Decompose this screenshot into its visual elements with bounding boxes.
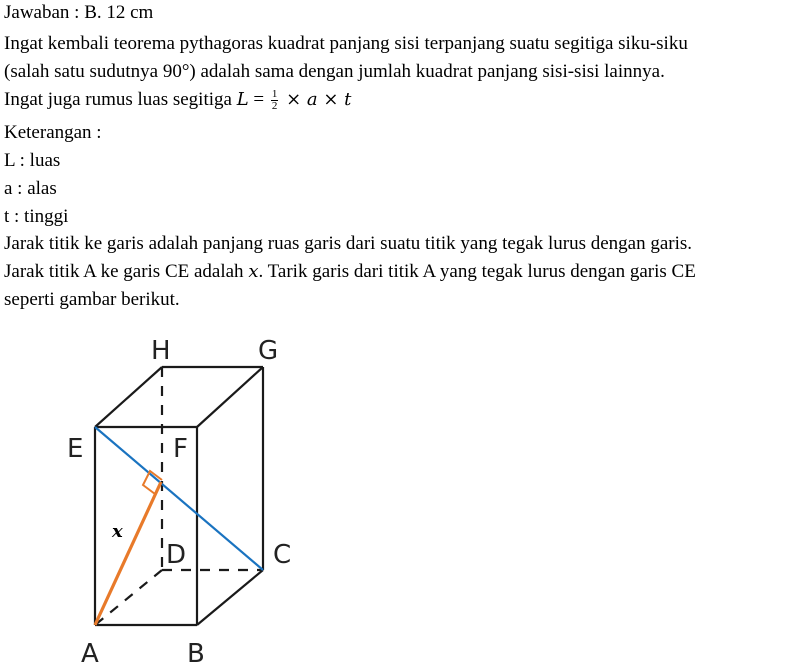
formula-intro: Ingat juga rumus luas segitiga <box>4 89 237 110</box>
paragraph-1-line-1: Ingat kembali teorema pythagoras kuadrat panjang sisi terpanjang suatu segitiga siku-siku <box>4 33 688 54</box>
formula-line <box>4 89 351 112</box>
formula-L: L <box>236 89 249 110</box>
fraction-denominator: 2 <box>271 100 278 113</box>
formula-fraction <box>271 89 279 112</box>
label-F: F <box>173 434 188 464</box>
cuboid-figure <box>55 325 315 669</box>
p3-part-b: . Tarik garis dari titik A yang tegak lurus dengan garis CE <box>258 261 696 282</box>
label-E: E <box>67 434 84 464</box>
formula-rest: × a × t <box>280 89 352 110</box>
keterangan-alas: a : alas <box>4 178 57 199</box>
p3-part-a: Jarak titik A ke garis CE adalah <box>4 261 249 282</box>
fraction-numerator: 1 <box>271 88 278 101</box>
p3-x: x <box>248 261 259 282</box>
paragraph-1-line-2: (salah satu sudutnya 90°) adalah sama dengan jumlah kuadrat panjang sisi-sisi lainnya. <box>4 61 665 82</box>
answer-line: Jawaban : B. 12 cm <box>4 2 154 23</box>
paragraph-2: Jarak titik ke garis adalah panjang ruas garis dari suatu titik yang tegak lurus dengan garis. <box>4 233 693 254</box>
formula-equals: = <box>248 89 269 110</box>
paragraph-3-line-1 <box>4 261 696 283</box>
label-D: D <box>166 540 187 570</box>
keterangan-tinggi: t : tinggi <box>4 206 69 227</box>
keterangan-luas: L : luas <box>4 150 61 171</box>
label-A: A <box>81 639 99 669</box>
visible-edges <box>95 367 263 625</box>
label-H: H <box>151 336 171 366</box>
paragraph-3-line-2: seperti gambar berikut. <box>4 289 180 310</box>
edge-BC <box>197 570 263 625</box>
edge-FG <box>197 367 263 427</box>
keterangan-heading: Keterangan : <box>4 122 102 143</box>
label-G: G <box>258 336 279 366</box>
edge-EH <box>95 367 162 427</box>
label-B: B <box>187 639 205 669</box>
label-C: C <box>273 540 292 570</box>
perpendicular-x <box>95 482 161 625</box>
edge-DA <box>95 570 162 625</box>
label-x: x <box>112 521 123 542</box>
